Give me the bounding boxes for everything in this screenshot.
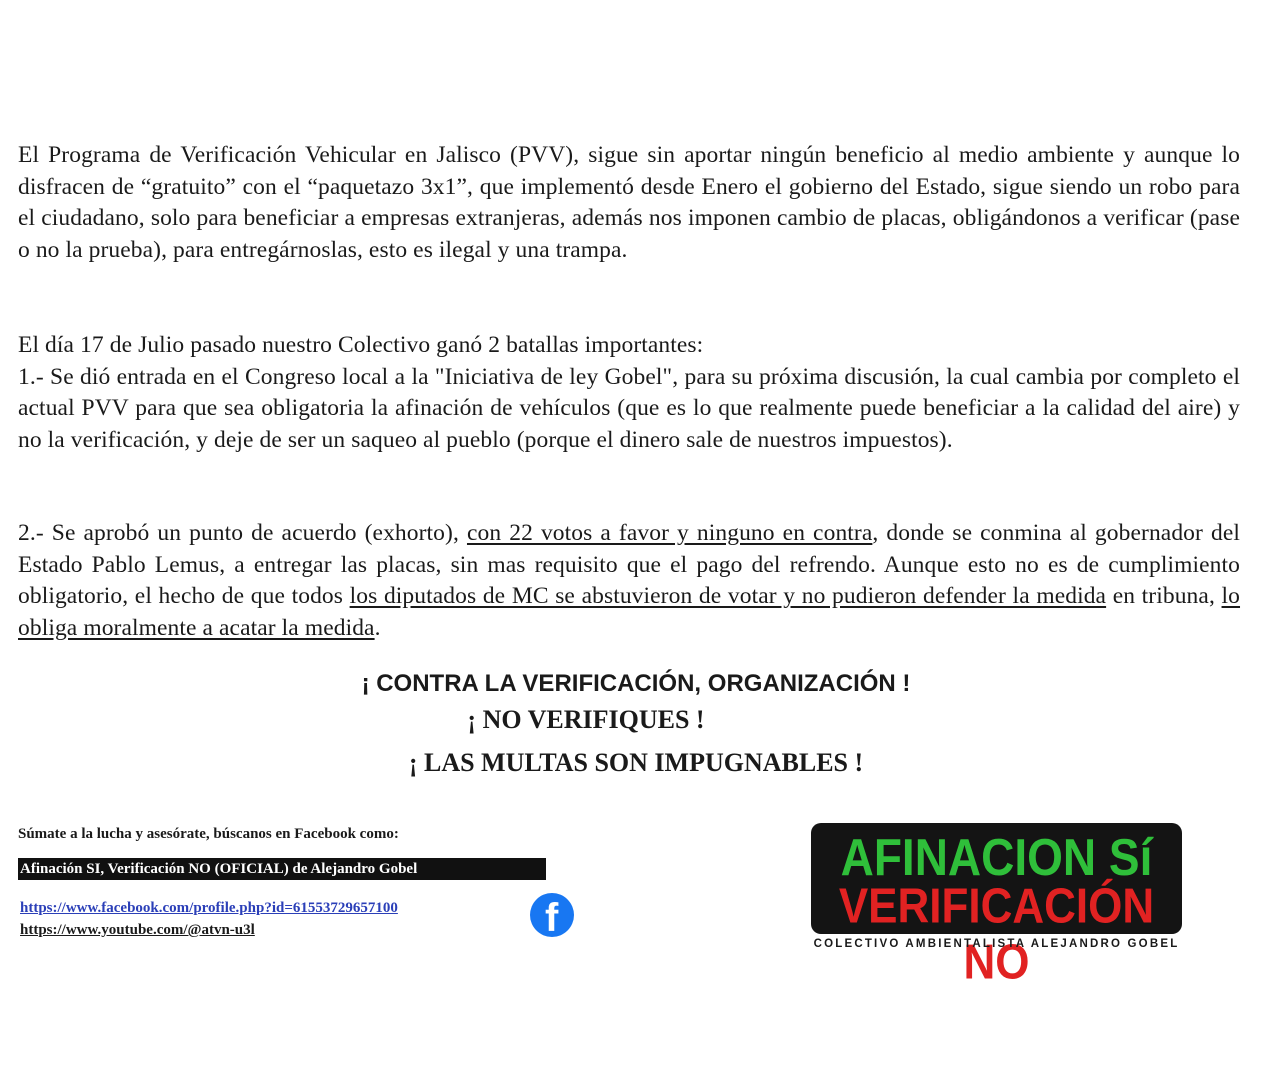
slogan-organization: ¡ CONTRA LA VERIFICACIÓN, ORGANIZACIÓN ! — [361, 670, 911, 697]
paragraph-3 — [18, 518, 1240, 644]
p3-moral-obligation: lo obliga moralmente a acatar la medida — [18, 583, 1241, 641]
p3-part1: 2.- Se aprobó un punto de acuerdo (exhorto), — [18, 520, 467, 546]
facebook-icon[interactable]: f — [530, 893, 574, 937]
facebook-link[interactable]: https://www.facebook.com/profile.php?id=61553729657100 — [20, 900, 398, 916]
youtube-link[interactable]: https://www.youtube.com/@atvn-u3l — [20, 922, 255, 938]
slogan-multas: ¡ LAS MULTAS SON IMPUGNABLES ! — [408, 748, 864, 777]
logo-line-2: VERIFICACIÓN NO — [838, 879, 1155, 990]
p3-part5: en tribuna, — [1106, 583, 1222, 609]
join-text: Súmate a la lucha y asesórate, búscanos en Facebook como: — [18, 826, 399, 842]
p3-votes: con 22 votos a favor y ninguno en contra — [466, 520, 873, 546]
paragraph-2-intro: El día 17 de Julio pasado nuestro Colectivo ganó 2 batallas importantes: — [18, 332, 704, 358]
p3-abstention: los diputados de MC se abstuvieron de votar y no pudieron defender la medida — [349, 583, 1107, 609]
logo-line-1: AFINACION Sí — [840, 828, 1153, 887]
paragraph-2 — [18, 330, 1240, 456]
slogan-no-verifiques: ¡ NO VERIFIQUES ! — [467, 705, 705, 734]
p3-part3: , donde se conmina al gobernador del Estado Pablo Lemus, a entregar las placas, sin mas requisito que el pago del refrendo. Aunque esto no es de cumplimiento obligatorio, el hecho de que todos — [18, 520, 1240, 609]
paragraph-2-point-1: 1.- Se dió entrada en el Congreso local a la "Iniciativa de ley Gobel", para su próxima discusión, la cual cambia por completo el actual PVV para que sea obligatoria la afinación de vehículos (que es lo que realmente puede beneficiar a la calidad del aire) y no la verificación, y deje de ser un saqueo al pueblo (porque el dinero sale de nuestros impuestos). — [18, 363, 1240, 453]
logo-caption: COLECTIVO AMBIENTALISTA ALEJANDRO GOBEL — [813, 938, 1180, 950]
facebook-page-name: Afinación SI, Verificación NO (OFICIAL) de Alejandro Gobel — [18, 858, 546, 880]
paragraph-1: El Programa de Verificación Vehicular en Jalisco (PVV), sigue sin aportar ningún beneficio al medio ambiente y aunque lo disfracen de “gratuito” con el “paquetazo 3x1”, que implementó desde Enero el gobierno del Estado, sigue siendo un robo para el ciudadano, solo para beneficiar a empresas extranjeras, además nos imponen cambio de placas, obligándonos a verificar (pase o no la prueba), para entregárnoslas, esto es ilegal y una trampa. — [18, 142, 1240, 263]
p3-part7: . — [374, 614, 381, 641]
